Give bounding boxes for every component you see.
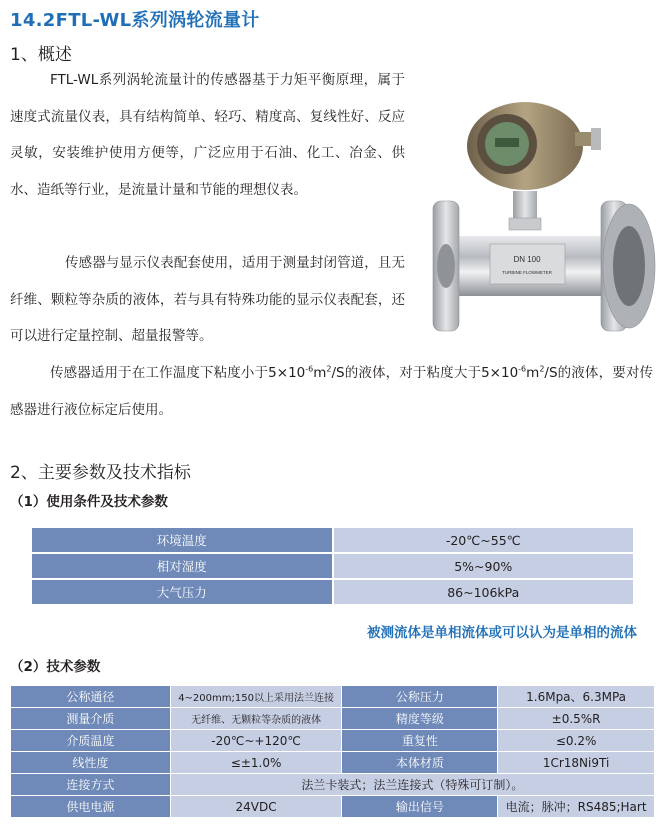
overview-heading: 1、概述 [10,45,72,65]
param-value: 24VDC [170,796,342,818]
condition-value: 86~106kPa [333,579,635,605]
nameplate [490,244,565,284]
param-value: -20℃~+120℃ [170,730,342,752]
param-label: 公称通径 [11,686,171,708]
nameplate-size: DN 100 [513,255,541,264]
param-value: ≤±1.0% [170,752,342,774]
page-title: 14.2FTL-WL系列涡轮流量计 [10,10,260,31]
param-value: 4~200mm;150以上采用法兰连接 [170,686,342,708]
tech-params-table [10,685,655,818]
param-label: 介质温度 [11,730,171,752]
conditions-subheading: （1）使用条件及技术参数 [10,494,168,510]
fluid-note: 被测流体是单相流体或可以认为是单相的流体 [367,625,637,641]
table-row [31,553,634,579]
table-row [11,774,655,796]
param-label: 精度等级 [342,708,498,730]
table-row [31,527,634,553]
condition-value: 5%~90% [333,553,635,579]
param-value: ±0.5%R [498,708,655,730]
table-row [11,796,655,818]
condition-value: -20℃~55℃ [333,527,635,553]
param-label: 测量介质 [11,708,171,730]
param-value: 无纤维、无颗粒等杂质的液体 [170,708,342,730]
table-row [11,752,655,774]
overview-paragraph-1: FTL-WL系列涡轮流量计的传感器基于力矩平衡原理，属于速度式流量仪表，具有结构简单、轻巧、精度高、复线性好、反应灵敏，安装维护使用方便等，广泛应用于石油、化工、冶金、供水、造纸等行业，是流量计量和节能的理想仪表。 [10,72,405,198]
table-row [11,686,655,708]
flowmeter-product-image [425,86,660,341]
param-label: 供电电源 [11,796,171,818]
param-value: 1Cr18Ni9Ti [498,752,655,774]
condition-label: 环境温度 [31,527,333,553]
param-label: 线性度 [11,752,171,774]
nameplate-type: TURBINE FLOWMETER [502,270,552,275]
param-label: 输出信号 [342,796,498,818]
condition-label: 相对湿度 [31,553,333,579]
param-label: 公称压力 [342,686,498,708]
overview-paragraph-3: 传感器适用于在工作温度下粘度小于$5\times 10^{-6}m^2/S$的液体，对于粘度大于$5\times 10^{-6}m^2/S$的液体，要对传感器进行液位标定后使用。 [10,364,653,418]
param-label: 本体材质 [342,752,498,774]
table-row [31,579,634,605]
params-heading: 2、主要参数及技术指标 [10,463,191,483]
param-value: 电流；脉冲；RS485;Hart [498,796,655,818]
overview-paragraph-2: 传感器与显示仪表配套使用，适用于测量封闭管道，且无纤维、颗粒等杂质的液体，若与具有特殊功能的显示仪表配套，还可以进行定量控制、超量报警等。 [10,255,405,344]
tech-subheading: （2）技术参数 [10,659,101,675]
param-label: 连接方式 [11,774,171,796]
param-value: 1.6Mpa、6.3MPa [498,686,655,708]
param-label: 重复性 [342,730,498,752]
condition-label: 大气压力 [31,579,333,605]
param-value: ≤0.2% [498,730,655,752]
conditions-table [30,526,635,606]
param-value: 法兰卡装式；法兰连接式（特殊可订制）。 [170,774,654,796]
table-row [11,730,655,752]
table-row [11,708,655,730]
